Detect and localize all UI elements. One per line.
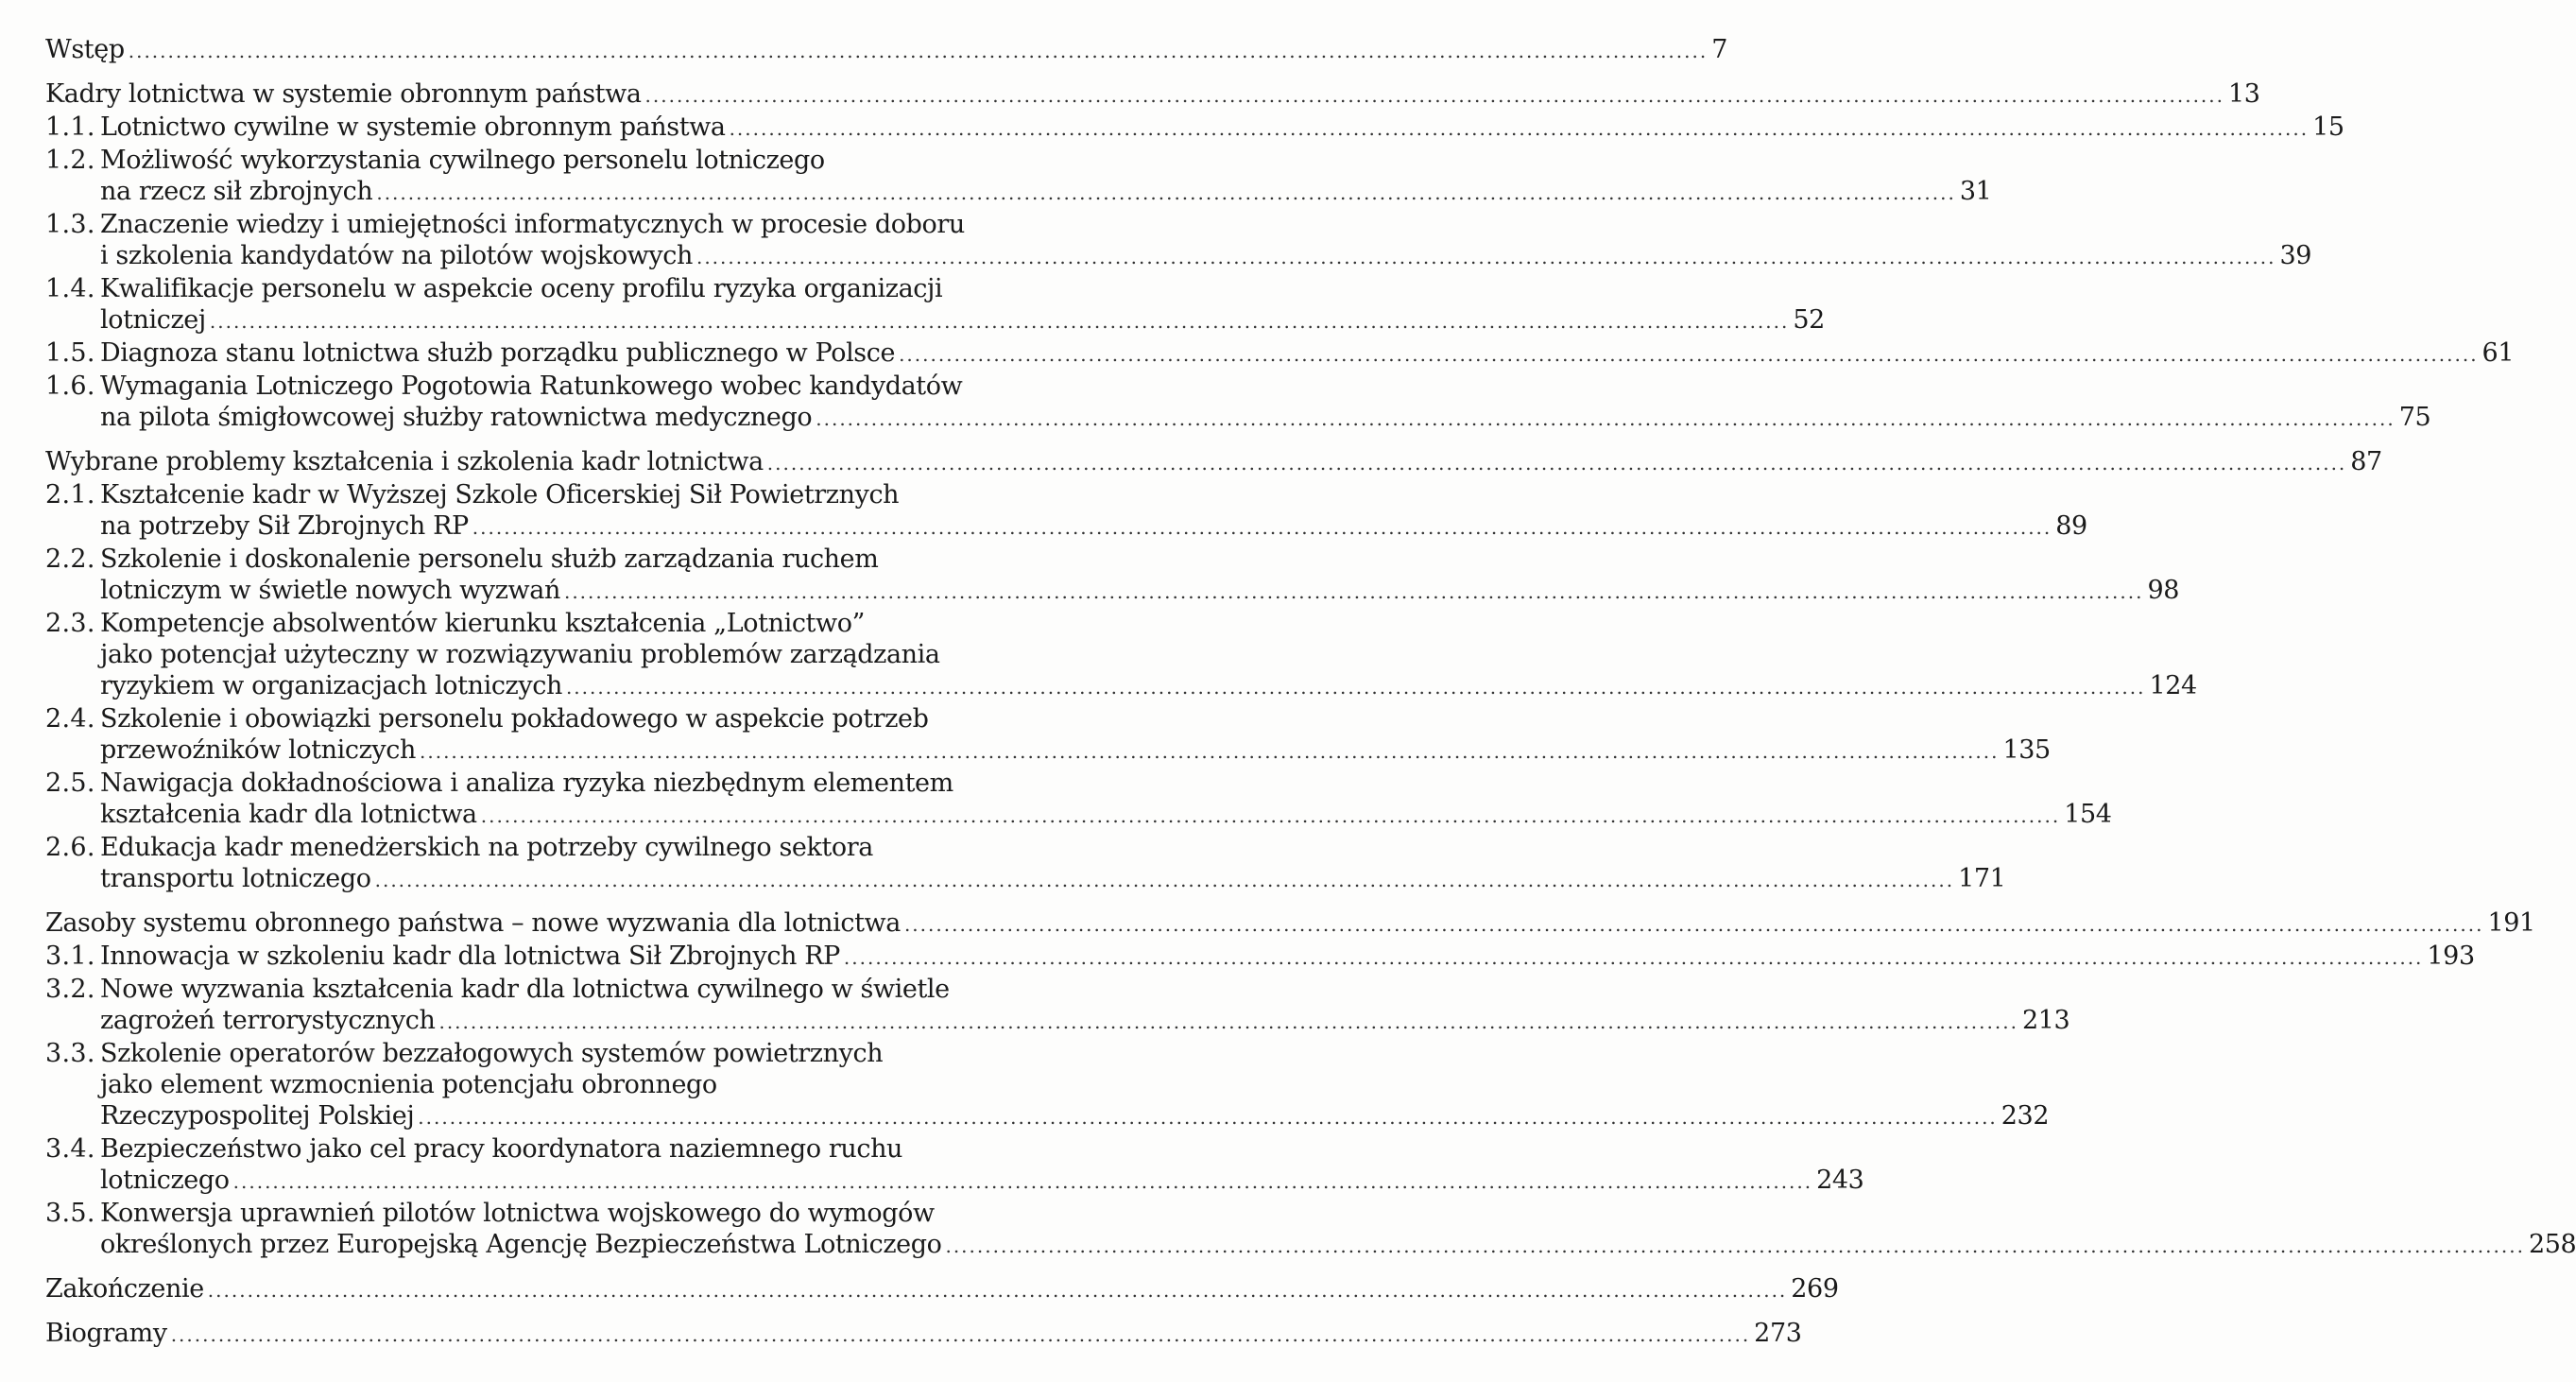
- section-gap: [45, 896, 1019, 907]
- dot-leader: ........................................................................................................................................................................................................: [565, 676, 2146, 699]
- toc-title-line: zagrożeń terrorystycznych: [100, 1006, 436, 1035]
- toc-title-line: na pilota śmigłowcowej służby ratownictwa medycznego: [100, 403, 813, 432]
- toc-section-number: 2.6.: [45, 833, 95, 862]
- dot-leader: ........................................................................................................................................................................................................: [563, 580, 2144, 603]
- toc-title-line: Szkolenie i doskonalenie personelu służb zarządzania ruchem: [100, 544, 879, 574]
- dot-leader: ........................................................................................................................................................................................................: [374, 869, 1955, 891]
- dot-leader: ........................................................................................................................................................................................................: [903, 913, 2484, 936]
- toc-chapter-entry[interactable]: [45, 78, 2260, 112]
- toc-section-number: 2.2.: [45, 544, 95, 574]
- dot-leader: ........................................................................................................................................................................................................: [232, 1170, 1813, 1193]
- toc-title-line: Kwalifikacje personelu w aspekcie oceny profilu ryzyka organizacji: [100, 274, 943, 303]
- toc-section-number: 2.1.: [45, 480, 95, 510]
- dot-leader: ........................................................................................................................................................................................................: [696, 246, 2276, 268]
- toc-page-number: 75: [2398, 403, 2431, 432]
- toc-section-number: 2.5.: [45, 769, 95, 798]
- dot-leader: ........................................................................................................................................................................................................: [843, 946, 2424, 969]
- toc-chapter-entry[interactable]: [45, 34, 1727, 67]
- toc-section-entry[interactable]: [45, 371, 2431, 435]
- toc-page-number: 61: [2482, 338, 2515, 368]
- toc-title-line: Diagnoza stanu lotnictwa służb porządku publicznego w Polsce: [100, 338, 896, 368]
- toc-section-number: 1.2.: [45, 146, 95, 175]
- section-gap: [45, 435, 1019, 446]
- dot-leader: ........................................................................................................................................................................................................: [766, 452, 2347, 475]
- toc-page-number: 124: [2149, 671, 2197, 700]
- dot-leader: ........................................................................................................................................................................................................: [207, 1279, 1788, 1302]
- toc-section-entry[interactable]: [45, 768, 2112, 832]
- toc-page-number: 193: [2427, 941, 2475, 971]
- toc-section-number: 3.1.: [45, 941, 95, 971]
- toc-title-line: Edukacja kadr menedżerskich na potrzeby cywilnego sektora: [100, 833, 873, 862]
- dot-leader: ........................................................................................................................................................................................................: [472, 516, 2052, 539]
- toc-section-entry[interactable]: [45, 479, 2087, 544]
- dot-leader: ........................................................................................................................................................................................................: [420, 740, 2000, 763]
- toc-page-number: 243: [1816, 1166, 1864, 1195]
- toc-page-number: 232: [2001, 1101, 2050, 1131]
- toc-page-number: 258: [2528, 1230, 2576, 1259]
- toc-title-line: jako potencjał użyteczny w rozwiązywaniu problemów zarządzania: [100, 640, 940, 669]
- toc-section-entry[interactable]: [45, 209, 2312, 273]
- toc-section-number: 3.4.: [45, 1134, 95, 1164]
- dot-leader: ........................................................................................................................................................................................................: [899, 343, 2479, 366]
- toc-title-line: Szkolenie i obowiązki personelu pokładowego w aspekcie potrzeb: [100, 704, 929, 734]
- toc-title-line: lotniczego: [100, 1166, 230, 1195]
- toc-title-line: na rzecz sił zbrojnych: [100, 177, 373, 206]
- toc-page-number: 273: [1754, 1319, 1802, 1348]
- toc-section-number: 3.5.: [45, 1199, 95, 1228]
- toc-title-line: Bezpieczeństwo jako cel pracy koordynatora naziemnego ruchu: [100, 1134, 903, 1164]
- toc-section-entry[interactable]: [45, 703, 2051, 768]
- section-gap: [45, 67, 1019, 78]
- toc-title-line: Kadry lotnictwa w systemie obronnym państwa: [45, 79, 642, 109]
- toc-page-number: 89: [2055, 511, 2087, 541]
- toc-title-line: kształcenia kadr dla lotnictwa: [100, 800, 477, 829]
- dot-leader: ........................................................................................................................................................................................................: [170, 1323, 1751, 1346]
- toc-section-number: 1.3.: [45, 210, 95, 239]
- toc-section-entry[interactable]: [45, 941, 2475, 974]
- toc-section-number: 1.5.: [45, 338, 95, 368]
- toc-section-number: 2.3.: [45, 609, 95, 638]
- dot-leader: ........................................................................................................................................................................................................: [418, 1106, 1998, 1129]
- dot-leader: ........................................................................................................................................................................................................: [644, 84, 2224, 107]
- toc-section-number: 1.4.: [45, 274, 95, 303]
- section-gap: [45, 1306, 1019, 1318]
- toc-page-number: 191: [2487, 908, 2535, 938]
- dot-leader: ........................................................................................................................................................................................................: [438, 1011, 2018, 1033]
- toc-page-number: 213: [2021, 1006, 2070, 1035]
- toc-title-line: na potrzeby Sił Zbrojnych RP: [100, 511, 469, 541]
- toc-section-number: 2.4.: [45, 704, 95, 734]
- toc-title-line: Wybrane problemy kształcenia i szkolenia kadr lotnictwa: [45, 447, 764, 476]
- toc-page-number: 154: [2064, 800, 2112, 829]
- toc-section-number: 3.3.: [45, 1039, 95, 1068]
- toc-page-number: 269: [1791, 1274, 1839, 1304]
- toc-title-line: przewoźników lotniczych: [100, 735, 416, 765]
- toc-section-entry[interactable]: [45, 544, 2180, 608]
- toc-title-line: Nowe wyzwania kształcenia kadr dla lotnictwa cywilnego w świetle: [100, 975, 950, 1004]
- dot-leader: ........................................................................................................................................................................................................: [480, 804, 2061, 827]
- toc-page-number: 7: [1711, 35, 1727, 64]
- toc-page-number: 39: [2279, 241, 2312, 270]
- toc-page-number: 135: [2002, 735, 2051, 765]
- toc-title-line: Zasoby systemu obronnego państwa – nowe wyzwania dla lotnictwa: [45, 908, 901, 938]
- toc-page-number: 15: [2312, 112, 2344, 142]
- toc-title-line: lotniczym w świetle nowych wyzwań: [100, 576, 560, 605]
- toc-page-number: 87: [2350, 447, 2382, 476]
- toc-section-entry[interactable]: [45, 974, 2070, 1038]
- toc-section-entry[interactable]: [45, 145, 1992, 209]
- toc-page-number: 13: [2228, 79, 2260, 109]
- toc-title-line: Znaczenie wiedzy i umiejętności informatycznych w procesie doboru: [100, 210, 965, 239]
- toc-title-line: Kształcenie kadr w Wyższej Szkole Oficerskiej Sił Powietrznych: [100, 480, 900, 510]
- toc-title-line: Możliwość wykorzystania cywilnego personelu lotniczego: [100, 146, 825, 175]
- toc-section-number: 1.6.: [45, 371, 95, 401]
- toc-section-entry[interactable]: [45, 112, 2344, 145]
- toc-title-line: ryzykiem w organizacjach lotniczych: [100, 671, 562, 700]
- toc-section-entry[interactable]: [45, 273, 1825, 337]
- toc-title-line: Konwersja uprawnień pilotów lotnictwa wojskowego do wymogów: [100, 1199, 935, 1228]
- toc-section-entry[interactable]: [45, 1038, 2050, 1133]
- toc-title-line: Biogramy: [45, 1319, 167, 1348]
- toc-title-line: Wymagania Lotniczego Pogotowia Ratunkowego wobec kandydatów: [100, 371, 963, 401]
- section-gap: [45, 1262, 1019, 1273]
- toc-page-number: 31: [1959, 177, 1992, 206]
- toc-title-line: Kompetencje absolwentów kierunku kształcenia „Lotnictwo”: [100, 609, 865, 638]
- toc-chapter-entry[interactable]: [45, 907, 2535, 941]
- toc-title-line: określonych przez Europejską Agencję Bezpieczeństwa Lotniczego: [100, 1230, 942, 1259]
- dot-leader: ........................................................................................................................................................................................................: [376, 181, 1956, 204]
- dot-leader: ........................................................................................................................................................................................................: [128, 40, 1709, 62]
- toc-title-line: Nawigacja dokładnościowa i analiza ryzyka niezbędnym elementem: [100, 769, 953, 798]
- toc-title-line: transportu lotniczego: [100, 864, 371, 893]
- toc-title-line: Wstęp: [45, 35, 125, 64]
- toc-title-line: Zakończenie: [45, 1274, 204, 1304]
- toc-title-line: Innowacja w szkoleniu kadr dla lotnictwa Sił Zbrojnych RP: [100, 941, 840, 971]
- toc-title-line: Szkolenie operatorów bezzałogowych systemów powietrznych: [100, 1039, 884, 1068]
- dot-leader: ........................................................................................................................................................................................................: [729, 117, 2310, 140]
- toc-section-number: 1.1.: [45, 112, 95, 142]
- dot-leader: ........................................................................................................................................................................................................: [945, 1235, 2525, 1257]
- toc-section-entry[interactable]: [45, 337, 2515, 371]
- toc-chapter-entry[interactable]: [45, 1273, 1839, 1306]
- toc-chapter-entry[interactable]: [45, 446, 2382, 479]
- toc-section-entry[interactable]: [45, 608, 2197, 703]
- toc-page-number: 98: [2147, 576, 2180, 605]
- toc-section-entry[interactable]: [45, 832, 2006, 896]
- toc-section-number: 3.2.: [45, 975, 95, 1004]
- toc-title-line: i szkolenia kandydatów na pilotów wojskowych: [100, 241, 693, 270]
- toc-title-line: Lotnictwo cywilne w systemie obronnym państwa: [100, 112, 726, 142]
- toc-section-entry[interactable]: [45, 1198, 2576, 1262]
- toc-title-line: Rzeczypospolitej Polskiej: [100, 1101, 415, 1131]
- toc-page-number: 171: [1958, 864, 2006, 893]
- dot-leader: ........................................................................................................................................................................................................: [209, 310, 1790, 333]
- toc-page-number: 52: [1793, 305, 1825, 335]
- toc-title-line: jako element wzmocnienia potencjału obronnego: [100, 1070, 717, 1099]
- toc-title-line: lotniczej: [100, 305, 206, 335]
- toc-chapter-entry[interactable]: [45, 1318, 1802, 1351]
- toc-section-entry[interactable]: [45, 1133, 1864, 1198]
- table-of-contents: [45, 34, 2576, 1351]
- dot-leader: ........................................................................................................................................................................................................: [816, 407, 2396, 430]
